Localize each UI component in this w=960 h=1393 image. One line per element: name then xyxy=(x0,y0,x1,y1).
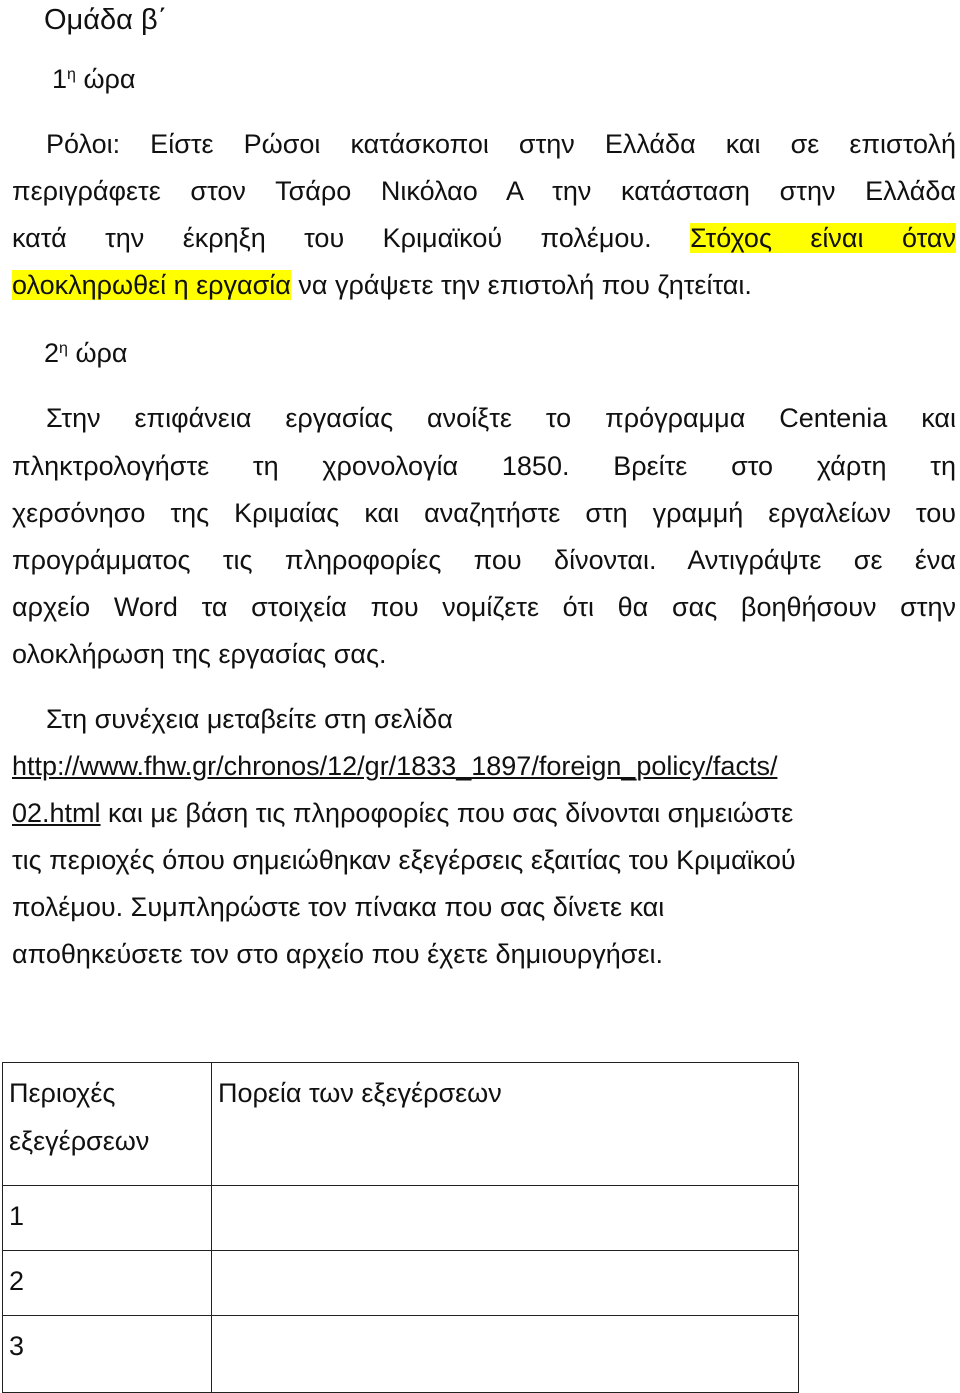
header-course: Πορεία των εξεγέρσεων xyxy=(212,1063,799,1186)
fhw-url-link[interactable]: http://www.fhw.gr/chronos/12/gr/1833_1897/foreign_policy/facts/ xyxy=(12,751,778,781)
continuation-line-3-rest: και με βάση τις πληροφορίες που σας δίνονται σημειώστε xyxy=(100,798,794,828)
roles-line-3-plain: κατά την έκρηξη του Κριμαϊκού πολέμου. xyxy=(12,223,652,253)
header-regions xyxy=(3,1063,212,1186)
continuation-url-line xyxy=(12,749,956,783)
instructions-line-6: ολοκλήρωση της εργασίας σας. xyxy=(12,639,387,669)
continuation-line-3 xyxy=(12,796,956,830)
hour-2-label xyxy=(44,336,128,370)
table-row xyxy=(3,1186,799,1251)
instructions-line-2: πληκτρολογήστε τη χρονολογία 1850. Βρείτε στο χάρτη τη xyxy=(12,451,956,481)
table-row xyxy=(3,1316,799,1393)
row-course-cell[interactable] xyxy=(212,1186,799,1251)
instructions-line-4: προγράμματος τις πληροφορίες που δίνονται. Αντιγράψτε σε ένα xyxy=(12,545,956,575)
roles-line-4 xyxy=(12,268,956,302)
row-course-cell[interactable] xyxy=(212,1316,799,1393)
fhw-url-link-end[interactable]: 02.html xyxy=(12,798,101,828)
instructions-line-3: χερσόνησο της Κριμαίας και αναζητήστε στη γραμμή εργαλείων του xyxy=(12,498,956,528)
roles-line-1: Ρόλοι: Είστε Ρώσοι κατάσκοποι στην Ελλάδα και σε επιστολή xyxy=(46,129,956,159)
table-header-row xyxy=(3,1063,799,1186)
uprisings-table xyxy=(2,1062,799,1393)
continuation-line-5: πολέμου. Συμπληρώστε τον πίνακα που σας δίνετε και xyxy=(12,892,665,922)
roles-goal-highlight-2: ολοκληρωθεί η εργασία xyxy=(12,270,291,300)
hour-2-sup: η xyxy=(59,340,68,357)
hour-1-label xyxy=(52,62,136,96)
row-course-cell[interactable] xyxy=(212,1251,799,1316)
hour-1-word: ώρα xyxy=(83,64,136,94)
continuation-intro: Στη συνέχεια μεταβείτε στη σελίδα xyxy=(46,704,453,734)
roles-line-3 xyxy=(12,221,956,255)
continuation-line-4: τις περιοχές όπου σημειώθηκαν εξεγέρσεις εξαιτίας του Κριμαϊκού xyxy=(12,845,796,875)
hour-2-word: ώρα xyxy=(75,338,128,368)
hour-2-number: 2 xyxy=(44,338,60,368)
continuation-line-6: αποθηκεύσετε τον στο αρχείο που έχετε δημιουργήσει. xyxy=(12,939,664,969)
table-row xyxy=(3,1251,799,1316)
row-number: 3 xyxy=(3,1316,212,1393)
hour-1-number: 1 xyxy=(52,64,68,94)
roles-line-4-plain: να γράψετε την επιστολή που ζητείται. xyxy=(290,270,752,300)
header-regions-line-2: εξεγέρσεων xyxy=(9,1126,150,1156)
instructions-line-5: αρχείο Word τα στοιχεία που νομίζετε ότι θα σας βοηθήσουν στην xyxy=(12,592,956,622)
roles-line-2: περιγράφετε στον Τσάρο Νικόλαο Α την κατάσταση στην Ελλάδα xyxy=(12,176,956,206)
roles-goal-highlight-1: Στόχος είναι όταν xyxy=(690,223,956,253)
group-heading: Ομάδα β΄ xyxy=(44,4,168,36)
row-number: 2 xyxy=(3,1251,212,1316)
row-number: 1 xyxy=(3,1186,212,1251)
instructions-line-1: Στην επιφάνεια εργασίας ανοίξτε το πρόγραμμα Centenia και xyxy=(46,403,956,433)
header-regions-line-1: Περιοχές xyxy=(9,1078,116,1108)
hour-1-sup: η xyxy=(67,66,76,83)
